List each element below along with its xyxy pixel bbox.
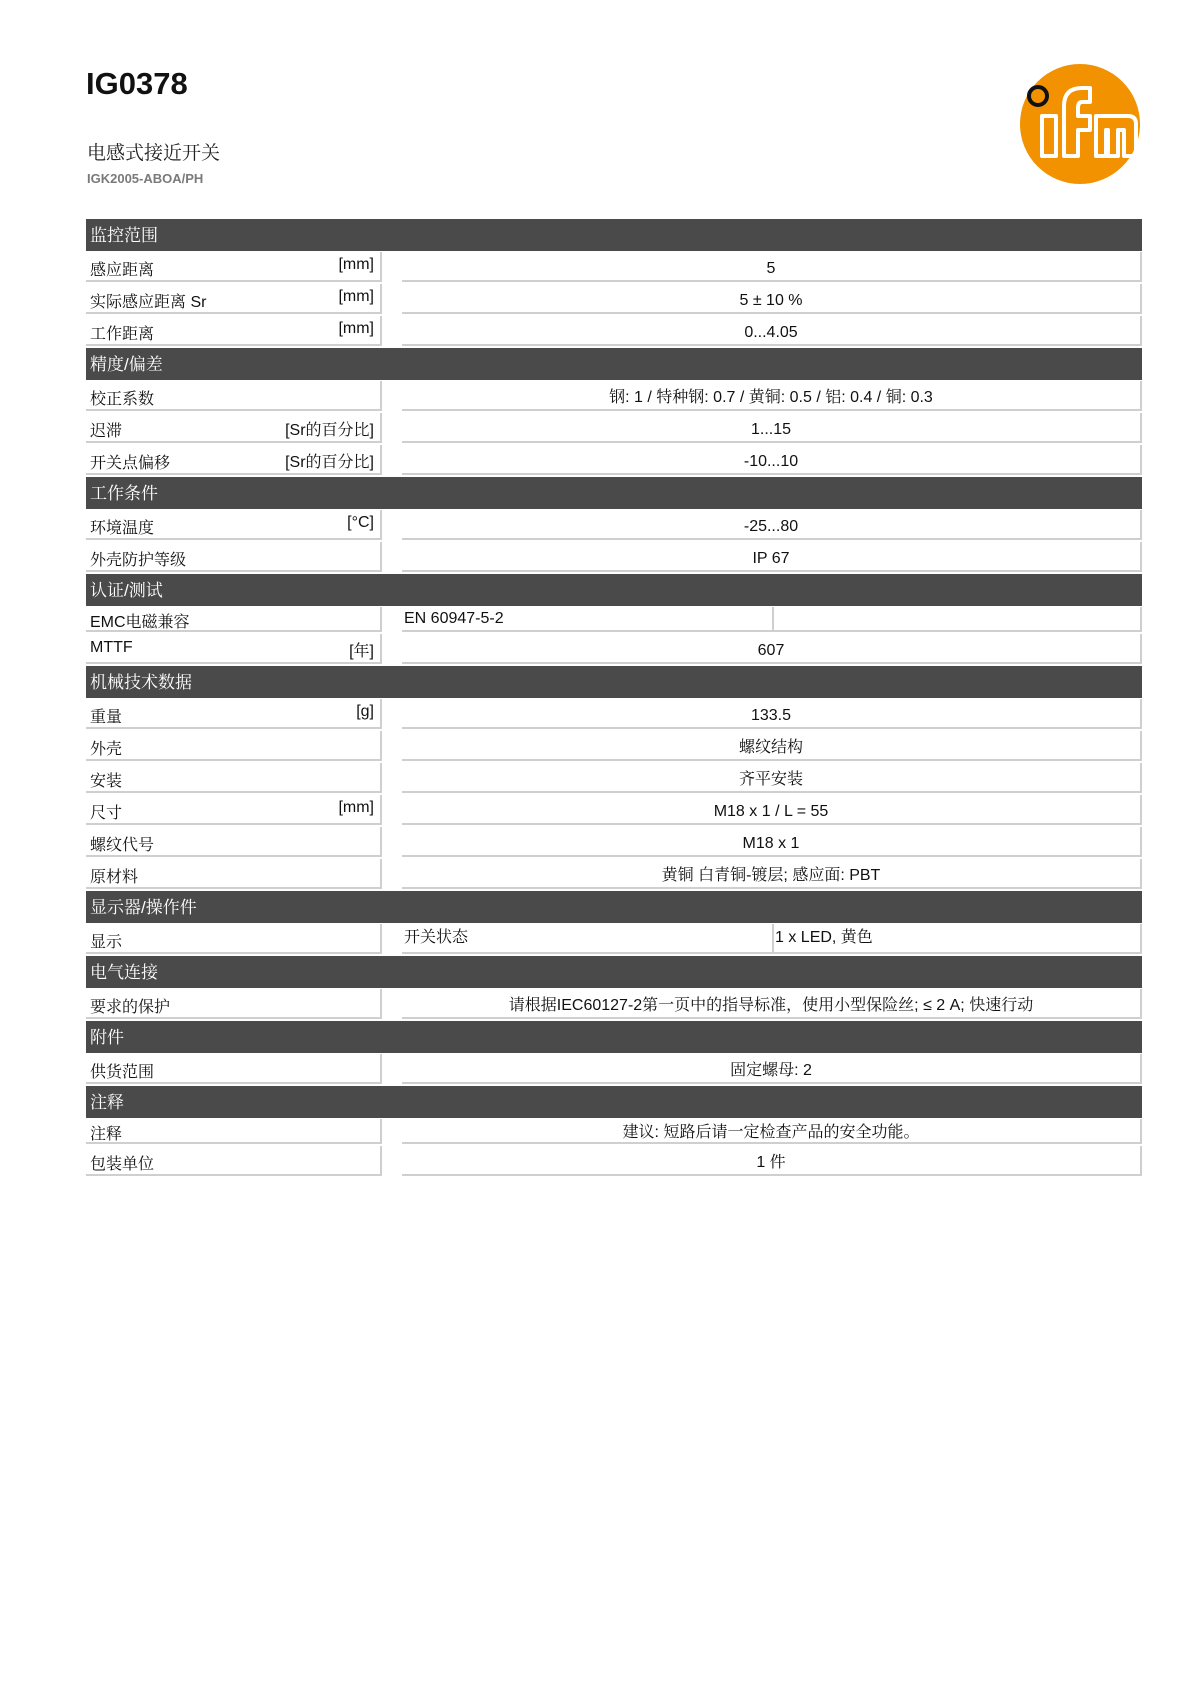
spec-label: 感应距离 (90, 262, 155, 279)
spec-label: 外壳 (90, 741, 123, 758)
section-header: 电气连接 (86, 956, 1142, 988)
section-header: 监控范围 (86, 219, 1142, 251)
section-header: 注释 (86, 1086, 1142, 1118)
spec-value-a: 开关状态 (402, 924, 774, 954)
section-header: 机械技术数据 (86, 666, 1142, 698)
spec-unit: [°C] (347, 514, 374, 531)
spec-label-cell (86, 731, 382, 761)
section-header: 精度/偏差 (86, 348, 1142, 380)
spec-label: 包装单位 (90, 1156, 155, 1173)
spec-label: 实际感应距离 Sr (90, 294, 207, 311)
spec-unit: [mm] (338, 288, 374, 305)
spec-row (86, 606, 1142, 633)
spec-label-cell (86, 634, 382, 664)
spec-row (86, 380, 1142, 412)
spec-label-cell (86, 989, 382, 1019)
spec-value: 607 (402, 634, 1142, 664)
spec-value: 固定螺母: 2 (402, 1054, 1142, 1084)
spec-label-cell (86, 381, 382, 411)
spec-value: 请根据IEC60127-2第一页中的指导标准，使用小型保险丝; ≤ 2 A; 快速行动 (402, 989, 1142, 1019)
section-header: 显示器/操作件 (86, 891, 1142, 923)
spec-label: 安装 (90, 773, 123, 790)
spec-row (86, 794, 1142, 826)
spec-value: -10...10 (402, 445, 1142, 475)
spec-label-cell (86, 607, 382, 632)
product-description: 电感式接近开关 (87, 143, 221, 164)
spec-label: EMC电磁兼容 (90, 614, 190, 631)
spec-label-cell (86, 510, 382, 540)
spec-value: 5 (402, 252, 1142, 282)
spec-label-cell (86, 827, 382, 857)
spec-label: 原材料 (90, 869, 139, 886)
spec-row (86, 283, 1142, 315)
spec-label: MTTF (90, 639, 133, 656)
section-header: 附件 (86, 1021, 1142, 1053)
spec-label: 外壳防护等级 (90, 552, 187, 569)
spec-row (86, 633, 1142, 665)
spec-value: M18 x 1 (402, 827, 1142, 857)
spec-label: 尺寸 (90, 805, 123, 822)
spec-row (86, 698, 1142, 730)
spec-value: 0...4.05 (402, 316, 1142, 346)
spec-label-cell (86, 542, 382, 572)
spec-row (86, 444, 1142, 476)
spec-label: 工作距离 (90, 326, 155, 343)
spec-row (86, 1053, 1142, 1085)
spec-value: 齐平安装 (402, 763, 1142, 793)
spec-unit: [Sr的百分比] (285, 422, 374, 439)
spec-value: IP 67 (402, 542, 1142, 572)
spec-label: 螺纹代号 (90, 837, 155, 854)
spec-value: 螺纹结构 (402, 731, 1142, 761)
spec-row (86, 923, 1142, 955)
spec-label-cell (86, 763, 382, 793)
spec-value: 钢: 1 / 特种钢: 0.7 / 黄铜: 0.5 / 铝: 0.4 / 铜: 0.3 (402, 381, 1142, 411)
spec-row (86, 315, 1142, 347)
spec-label: 校正系数 (90, 391, 155, 408)
spec-value: 建议: 短路后请一定检查产品的安全功能。 (402, 1119, 1142, 1144)
spec-label-cell (86, 413, 382, 443)
spec-label: 供货范围 (90, 1064, 155, 1081)
spec-label-cell (86, 924, 382, 954)
spec-label: 要求的保护 (90, 999, 171, 1016)
spec-row (86, 1118, 1142, 1145)
spec-table (86, 218, 1142, 1177)
spec-value: M18 x 1 / L = 55 (402, 795, 1142, 825)
spec-unit: [Sr的百分比] (285, 454, 374, 471)
spec-label: 重量 (90, 709, 123, 726)
spec-row (86, 988, 1142, 1020)
ifm-logo-icon (1018, 62, 1142, 186)
spec-label: 迟滞 (90, 423, 123, 440)
spec-value: -25...80 (402, 510, 1142, 540)
spec-unit: [mm] (338, 799, 374, 816)
spec-label: 显示 (90, 934, 123, 951)
spec-label-cell (86, 699, 382, 729)
spec-row (86, 509, 1142, 541)
spec-label-cell (86, 252, 382, 282)
spec-value-b (772, 607, 1142, 632)
spec-label-cell (86, 316, 382, 346)
spec-value: 5 ± 10 % (402, 284, 1142, 314)
spec-row (86, 412, 1142, 444)
spec-label-cell (86, 445, 382, 475)
spec-unit: [g] (356, 703, 374, 720)
spec-value: 黄铜 白青铜-镀层; 感应面: PBT (402, 859, 1142, 889)
spec-label-cell (86, 1146, 382, 1176)
spec-row (86, 541, 1142, 573)
spec-value: 1...15 (402, 413, 1142, 443)
spec-label-cell (86, 795, 382, 825)
spec-row (86, 1145, 1142, 1177)
section-header: 认证/测试 (86, 574, 1142, 606)
spec-value-b: 1 x LED, 黄色 (772, 924, 1142, 954)
product-code: IG0378 (86, 66, 188, 101)
spec-row (86, 730, 1142, 762)
spec-row (86, 826, 1142, 858)
spec-value: 133.5 (402, 699, 1142, 729)
spec-label: 注释 (90, 1126, 123, 1143)
datasheet-header (0, 0, 1196, 210)
spec-unit: [年] (349, 643, 374, 660)
product-sub-code: IGK2005-ABOA/PH (87, 171, 204, 186)
spec-label-cell (86, 284, 382, 314)
spec-value: 1 件 (402, 1146, 1142, 1176)
spec-label: 开关点偏移 (90, 455, 171, 472)
spec-unit: [mm] (338, 256, 374, 273)
spec-label-cell (86, 1119, 382, 1144)
spec-label-cell (86, 859, 382, 889)
spec-label: 环境温度 (90, 520, 155, 537)
spec-unit: [mm] (338, 320, 374, 337)
spec-row (86, 858, 1142, 890)
section-header: 工作条件 (86, 477, 1142, 509)
spec-row (86, 762, 1142, 794)
spec-row (86, 251, 1142, 283)
spec-label-cell (86, 1054, 382, 1084)
spec-value-a: EN 60947-5-2 (402, 607, 774, 632)
